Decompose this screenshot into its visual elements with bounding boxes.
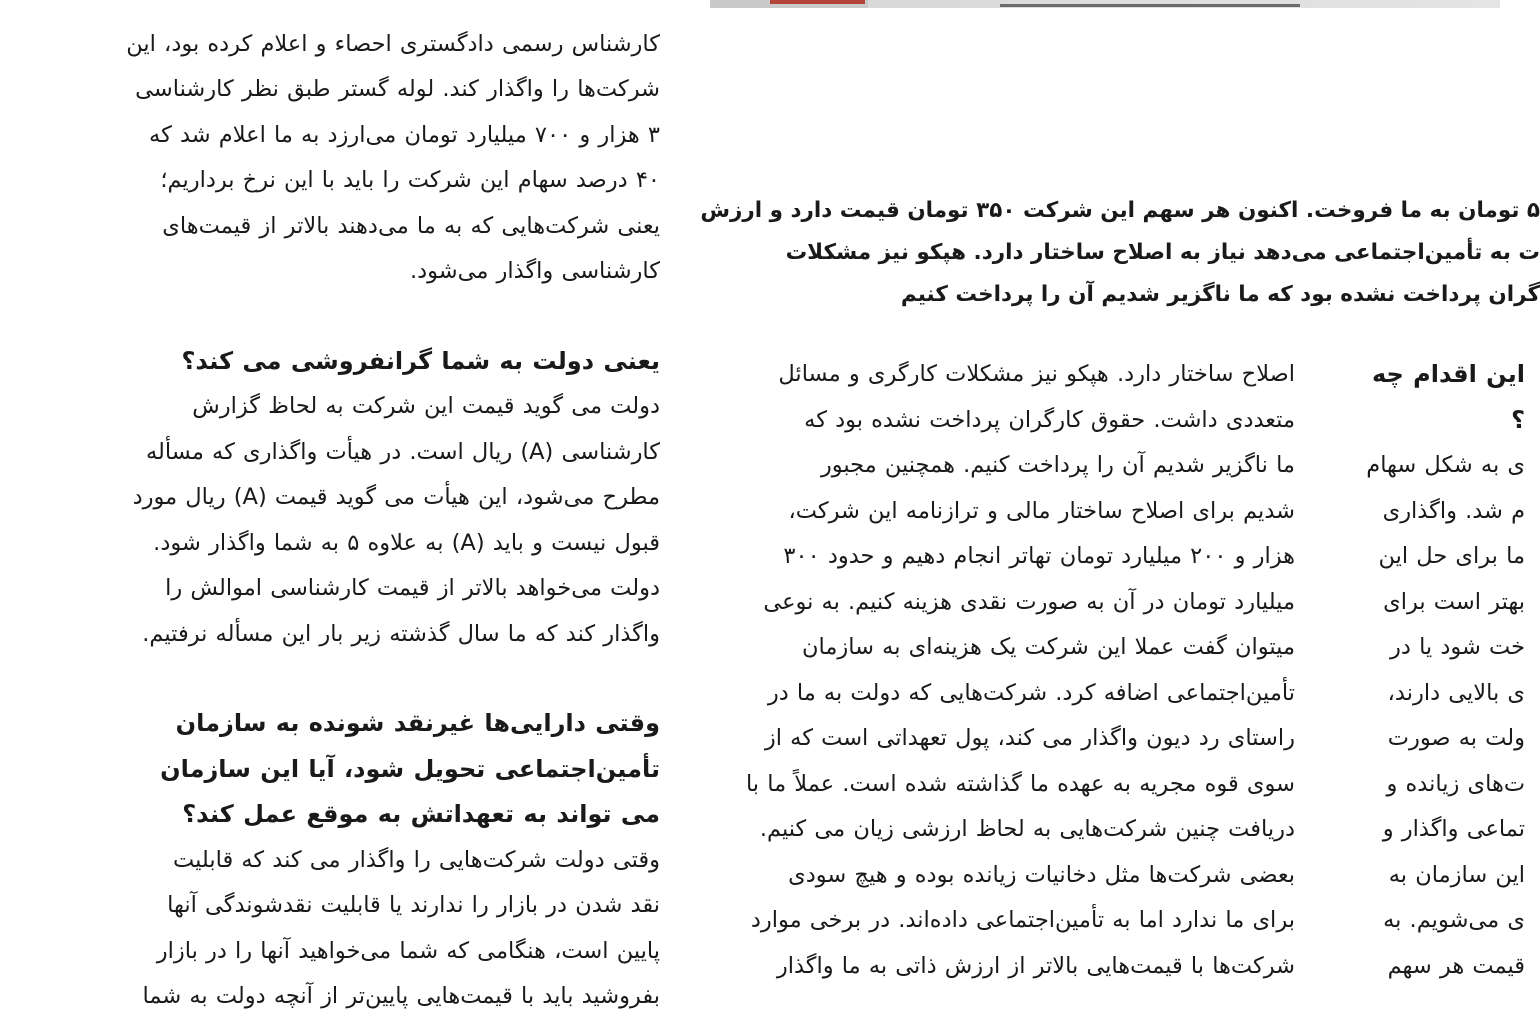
paragraph-line bbox=[76, 0, 660, 22]
paragraph-line: این سازمان به bbox=[1388, 861, 1525, 888]
pull-quote-line: ت به تأمین‌اجتماعی می‌دهد نیاز به اصلاح ساختار دارد. هپکو نیز مشکلات bbox=[785, 240, 1540, 265]
paragraph-line: راستای رد دیون واگذار می کند، پول تعهداتی است که از bbox=[764, 725, 1295, 751]
top-image-strip bbox=[710, 0, 1500, 8]
paragraph-line: ی به شکل سهام bbox=[1366, 452, 1525, 478]
paragraph-line: دریافت چنین شرکت‌هایی به لحاظ ارزشی زیان می کنیم. bbox=[759, 816, 1295, 842]
pull-quote-line: ۵ تومان به ما فروخت. اکنون هر سهم این شرکت ۳۵۰ تومان قیمت دارد و ارزش bbox=[700, 198, 1540, 223]
left-article-column bbox=[76, 0, 660, 1009]
right-article-column bbox=[1345, 352, 1525, 979]
paragraph-line: وقتی دولت شرکت‌هایی را واگذار می کند که قابلیت bbox=[173, 846, 660, 873]
interview-question-heading: می تواند به تعهداتش به موقع عمل کند؟ bbox=[182, 800, 660, 828]
paragraph-line: یعنی شرکت‌هایی که به ما می‌دهند بالاتر از قیمت‌های bbox=[162, 212, 660, 239]
paragraph-line: ت‌های زیانده و bbox=[1386, 770, 1525, 797]
paragraph-line: قیمت هر سهم bbox=[1387, 952, 1525, 979]
paragraph-line: ولت به صورت bbox=[1387, 725, 1525, 751]
interview-question-heading: وقتی دارایی‌ها غیرنقد شونده به سازمان bbox=[175, 709, 660, 737]
paragraph-line: شدیم برای اصلاح ساختار مالی و ترازنامه این شرکت، bbox=[788, 497, 1295, 524]
middle-article-column bbox=[710, 352, 1295, 979]
paragraph-line: ما برای حل این bbox=[1378, 543, 1525, 569]
paragraph-line: تماعی واگذار و bbox=[1382, 816, 1525, 842]
paragraph-line: کارشناسی واگذار می‌شود. bbox=[409, 258, 660, 284]
paragraph-line: هزار و ۲۰۰ میلیارد تومان تهاتر انجام دهیم و حدود ۳۰۰ bbox=[783, 543, 1295, 569]
paragraph-line: قبول نیست و باید (A) به علاوه ۵ به شما واگذار شود. bbox=[153, 529, 660, 556]
paragraph-line: مطرح می‌شود، این هیأت می گوید قیمت (A) ریال مورد bbox=[132, 484, 660, 510]
paragraph-line: کارشناس رسمی دادگستری احصاء و اعلام کرده بود، این bbox=[126, 30, 660, 57]
interview-question-heading: این اقدام چه bbox=[1371, 360, 1525, 388]
paragraph-line: تأمین‌اجتماعی اضافه کرد. شرکت‌هایی که دولت به ما در bbox=[767, 679, 1295, 706]
paragraph-line: ۴۰ درصد سهام این شرکت را باید با این نرخ برداریم؛ bbox=[160, 167, 660, 193]
paragraph-line: شرکت‌ها را واگذار کند. لوله گستر طبق نظر کارشناسی bbox=[135, 76, 660, 102]
pull-quote-line: گران پرداخت نشده بود که ما ناگزیر شدیم آن را پرداخت کنیم bbox=[900, 282, 1540, 307]
top-image-dark-accent bbox=[1000, 4, 1300, 7]
paragraph-line: متعددی داشت. حقوق کارگران پرداخت نشده بود که bbox=[804, 406, 1295, 433]
pull-quote bbox=[700, 190, 1540, 316]
paragraph-line: ی بالایی دارند، bbox=[1387, 679, 1525, 706]
paragraph-line: دولت می گوید قیمت این شرکت به لحاظ گزارش bbox=[192, 393, 660, 419]
paragraph-line: بهتر است برای bbox=[1383, 588, 1525, 615]
paragraph-line: ما ناگزیر شدیم آن را پرداخت کنیم. همچنین مجبور bbox=[820, 452, 1295, 478]
interview-question-heading: یعنی دولت به شما گرانفروشی می کند؟ bbox=[181, 346, 660, 375]
paragraph-line: پایین است، هنگامی که شما می‌خواهید آنها را در بازار bbox=[156, 937, 660, 964]
paragraph-line: م شد. واگذاری bbox=[1382, 497, 1525, 524]
paragraph-line: واگذار کند که ما سال گذشته زیر بار این مسأله نرفتیم. bbox=[142, 620, 660, 647]
paragraph-line: بعضی شرکت‌ها مثل دخانیات زیانده بوده و هیچ سودی bbox=[788, 861, 1295, 888]
paragraph-line: میلیارد تومان در آن به صورت نقدی هزینه کنیم. به نوعی bbox=[763, 588, 1295, 615]
paragraph-line: کارشناسی (A) ریال است. در هیأت واگذاری که مسأله bbox=[145, 438, 660, 465]
paragraph-line: شرکت‌ها با قیمت‌هایی بالاتر از ارزش ذاتی به ما واگذار bbox=[776, 952, 1295, 979]
paragraph-line: دولت می‌خواهد بالاتر از قیمت کارشناسی اموالش را bbox=[165, 575, 660, 601]
interview-question-heading: ؟ bbox=[1511, 405, 1525, 434]
paragraph-line: خت شود یا در bbox=[1390, 634, 1525, 660]
paragraph-line: برای ما ندارد اما به تأمین‌اجتماعی داده‌اند. در برخی موارد bbox=[750, 907, 1295, 933]
paragraph-line: سوی قوه مجریه به عهده ما گذاشته شده است. عملاً ما با bbox=[745, 770, 1295, 797]
paragraph-line: ۳ هزار و ۷۰۰ میلیارد تومان می‌ارزد به ما اعلام شد که bbox=[149, 121, 660, 148]
paragraph-line: ی می‌شویم. به bbox=[1383, 907, 1525, 933]
interview-question-heading: تأمین‌اجتماعی تحویل شود، آیا این سازمان bbox=[160, 754, 660, 783]
paragraph-line: میتوان گفت عملا این شرکت یک هزینه‌ای به سازمان bbox=[802, 634, 1295, 660]
paragraph-line: نقد شدن در بازار را ندارند یا قابلیت نقدشوندگی آنها bbox=[167, 892, 660, 918]
paragraph-line: اصلاح ساختار دارد. هپکو نیز مشکلات کارگری و مسائل bbox=[778, 361, 1295, 387]
top-image-red-accent bbox=[770, 0, 865, 4]
paragraph-line: بفروشید باید با قیمت‌هایی پایین‌تر از آنچه دولت به شما bbox=[142, 983, 660, 1009]
